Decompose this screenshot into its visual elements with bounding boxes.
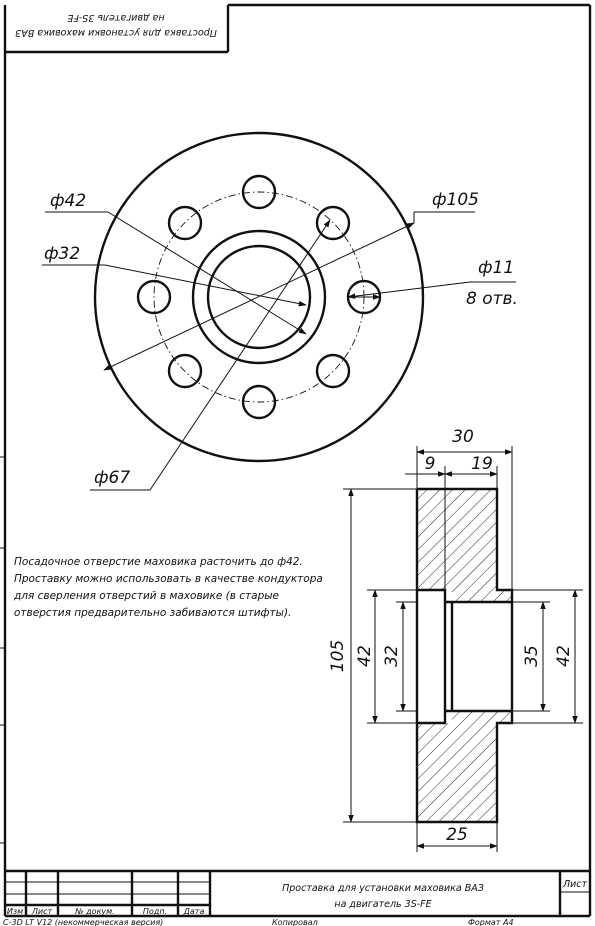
dim-bore-left: 42 bbox=[355, 645, 375, 667]
dim-total-width: 30 bbox=[452, 427, 474, 447]
dim-d32: ф32 bbox=[44, 244, 81, 264]
bore-step-line bbox=[417, 590, 445, 723]
dim-d105: ф105 bbox=[432, 190, 479, 210]
dim-d42: ф42 bbox=[50, 191, 87, 211]
footer-software: С-3D LT V12 (некоммерческая версия) bbox=[3, 918, 164, 926]
mounting-hole bbox=[317, 355, 349, 387]
dim-hub-width: 19 bbox=[471, 454, 493, 474]
dim-bore-left-inner: 32 bbox=[382, 645, 402, 667]
note-line: Проставку можно использовать в качестве кондуктора bbox=[14, 573, 323, 585]
title-block bbox=[3, 871, 590, 926]
corner-stamp-line1: Проставка для установки маховика ВАЗ bbox=[15, 27, 217, 38]
note-line: Посадочное отверстие маховика расточить до ф42. bbox=[14, 556, 303, 568]
sheet-label: Лист bbox=[562, 879, 588, 890]
sheet-frame bbox=[0, 5, 590, 916]
title-line1: Проставка для установки маховика ВАЗ bbox=[282, 883, 484, 894]
front-view bbox=[42, 133, 518, 490]
header-list: Лист bbox=[31, 907, 53, 916]
dim-d67: ф67 bbox=[94, 468, 131, 488]
technical-notes bbox=[13, 556, 323, 619]
dim-outer-diameter: 105 bbox=[328, 639, 348, 673]
dim-bore-right-inner: 35 bbox=[522, 645, 542, 667]
dim-bore-right: 42 bbox=[554, 645, 574, 667]
header-izm: Изм bbox=[6, 907, 24, 916]
corner-stamp-line2: на двигатель 3S-FE bbox=[67, 12, 165, 23]
dim-d11: ф11 bbox=[478, 258, 515, 278]
front-leaders bbox=[42, 212, 516, 490]
note-line: для сверления отверстий в маховике (в старые bbox=[14, 590, 279, 602]
header-date: Дата bbox=[183, 907, 205, 916]
dim-body-width: 25 bbox=[446, 825, 468, 845]
header-sign: Подп. bbox=[142, 907, 168, 916]
footer-format: Формат А4 bbox=[468, 918, 514, 926]
title-line2: на двигатель 3S-FE bbox=[334, 899, 432, 910]
note-line: отверстия предварительно забиваются штифты). bbox=[14, 607, 292, 619]
corner-stamp bbox=[15, 12, 217, 38]
footer-copied: Копировал bbox=[272, 918, 318, 926]
section-view bbox=[328, 427, 583, 852]
dim-holes-count: 8 отв. bbox=[466, 289, 518, 309]
header-doc: № докум. bbox=[75, 907, 115, 916]
dim-step-width: 9 bbox=[424, 454, 436, 474]
